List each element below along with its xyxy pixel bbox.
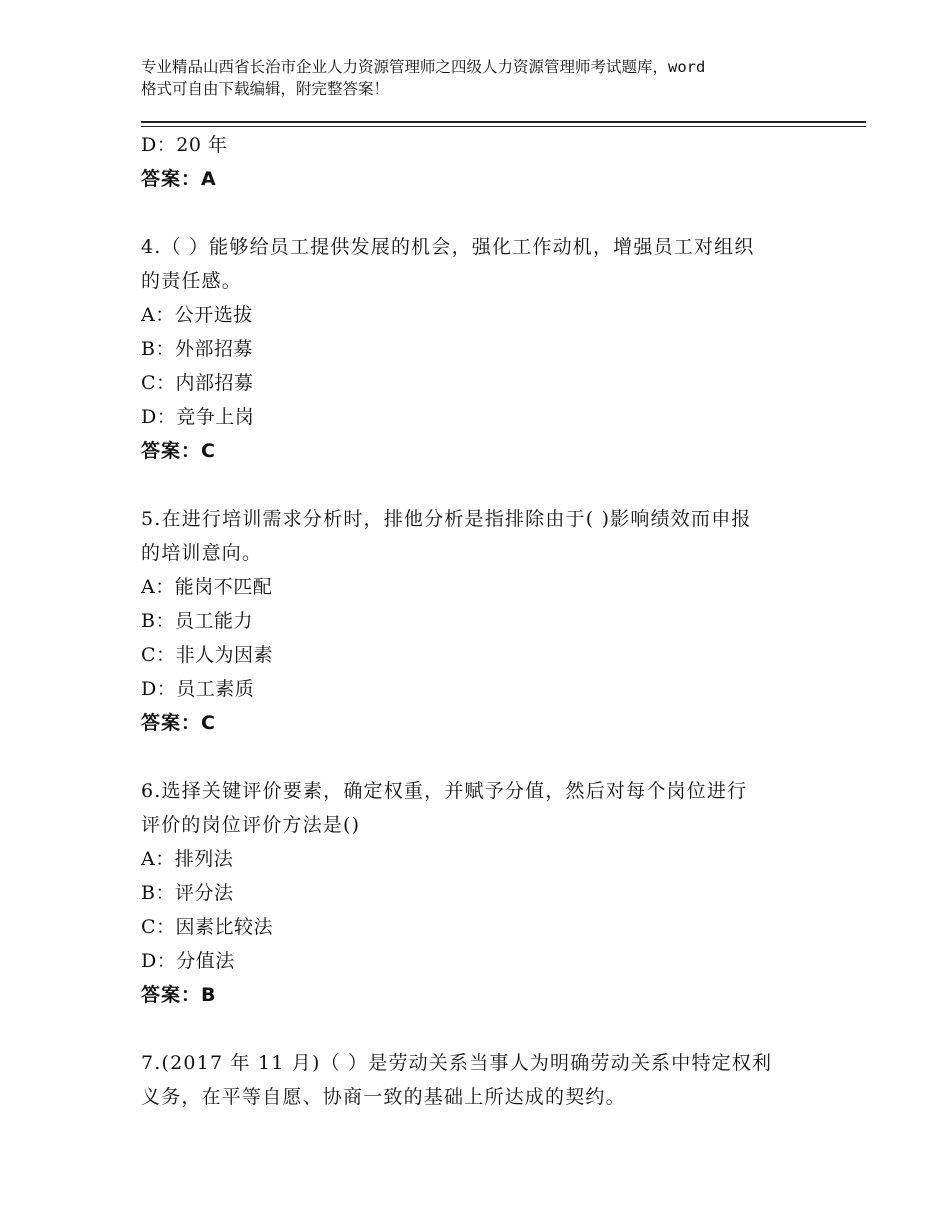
question-stem-line-2: 义务，在平等自愿、协商一致的基础上所达成的契约。 [141,1086,626,1108]
option-b: B：评分法 [141,882,234,904]
question-4 [141,230,841,468]
header-title-line-1: 专业精品山西省长治市企业人力资源管理师之四级人力资源管理师考试题库，word [141,58,706,76]
header-rule-thin [141,126,866,127]
option-d: D：20 年 [141,134,228,156]
answer: 答案：C [141,440,216,462]
option-d: D：分值法 [141,950,235,972]
option-d: D：员工素质 [141,678,255,700]
header-title-line-2: 格式可自由下载编辑，附完整答案！ [141,80,390,98]
question-stem-line-1: 4.（ ）能够给员工提供发展的机会，强化工作动机，增强员工对组织 [141,236,755,258]
page-header [141,56,841,100]
option-b: B：员工能力 [141,610,253,632]
question-5 [141,502,841,740]
answer: 答案：C [141,712,216,734]
question-stem-line-2: 评价的岗位评价方法是() [141,814,361,836]
question-content [141,128,841,1114]
option-a: A：公开选拔 [141,304,253,326]
answer: 答案：B [141,984,217,1006]
question-stem-line-2: 的责任感。 [141,270,243,292]
question-stem-line-1: 6.选择关键评价要素，确定权重，并赋予分值，然后对每个岗位进行 [141,780,748,802]
answer: 答案：A [141,168,217,190]
option-a: A：排列法 [141,848,234,870]
previous-question-tail [141,128,841,196]
question-stem-line-1: 5.在进行培训需求分析时，排他分析是指排除由于( )影响绩效而申报 [141,508,752,530]
option-b: B：外部招募 [141,338,253,360]
option-c: C：非人为因素 [141,644,274,666]
question-6 [141,774,841,1012]
option-a: A：能岗不匹配 [141,576,273,598]
option-c: C：内部招募 [141,372,254,394]
question-stem-line-2: 的培训意向。 [141,542,263,564]
header-rule-thick [141,121,866,123]
option-d: D：竞争上岗 [141,406,255,428]
option-c: C：因素比较法 [141,916,274,938]
question-7 [141,1046,841,1114]
question-stem-line-1: 7.(2017 年 11 月)（ ）是劳动关系当事人为明确劳动关系中特定权利 [141,1052,773,1074]
